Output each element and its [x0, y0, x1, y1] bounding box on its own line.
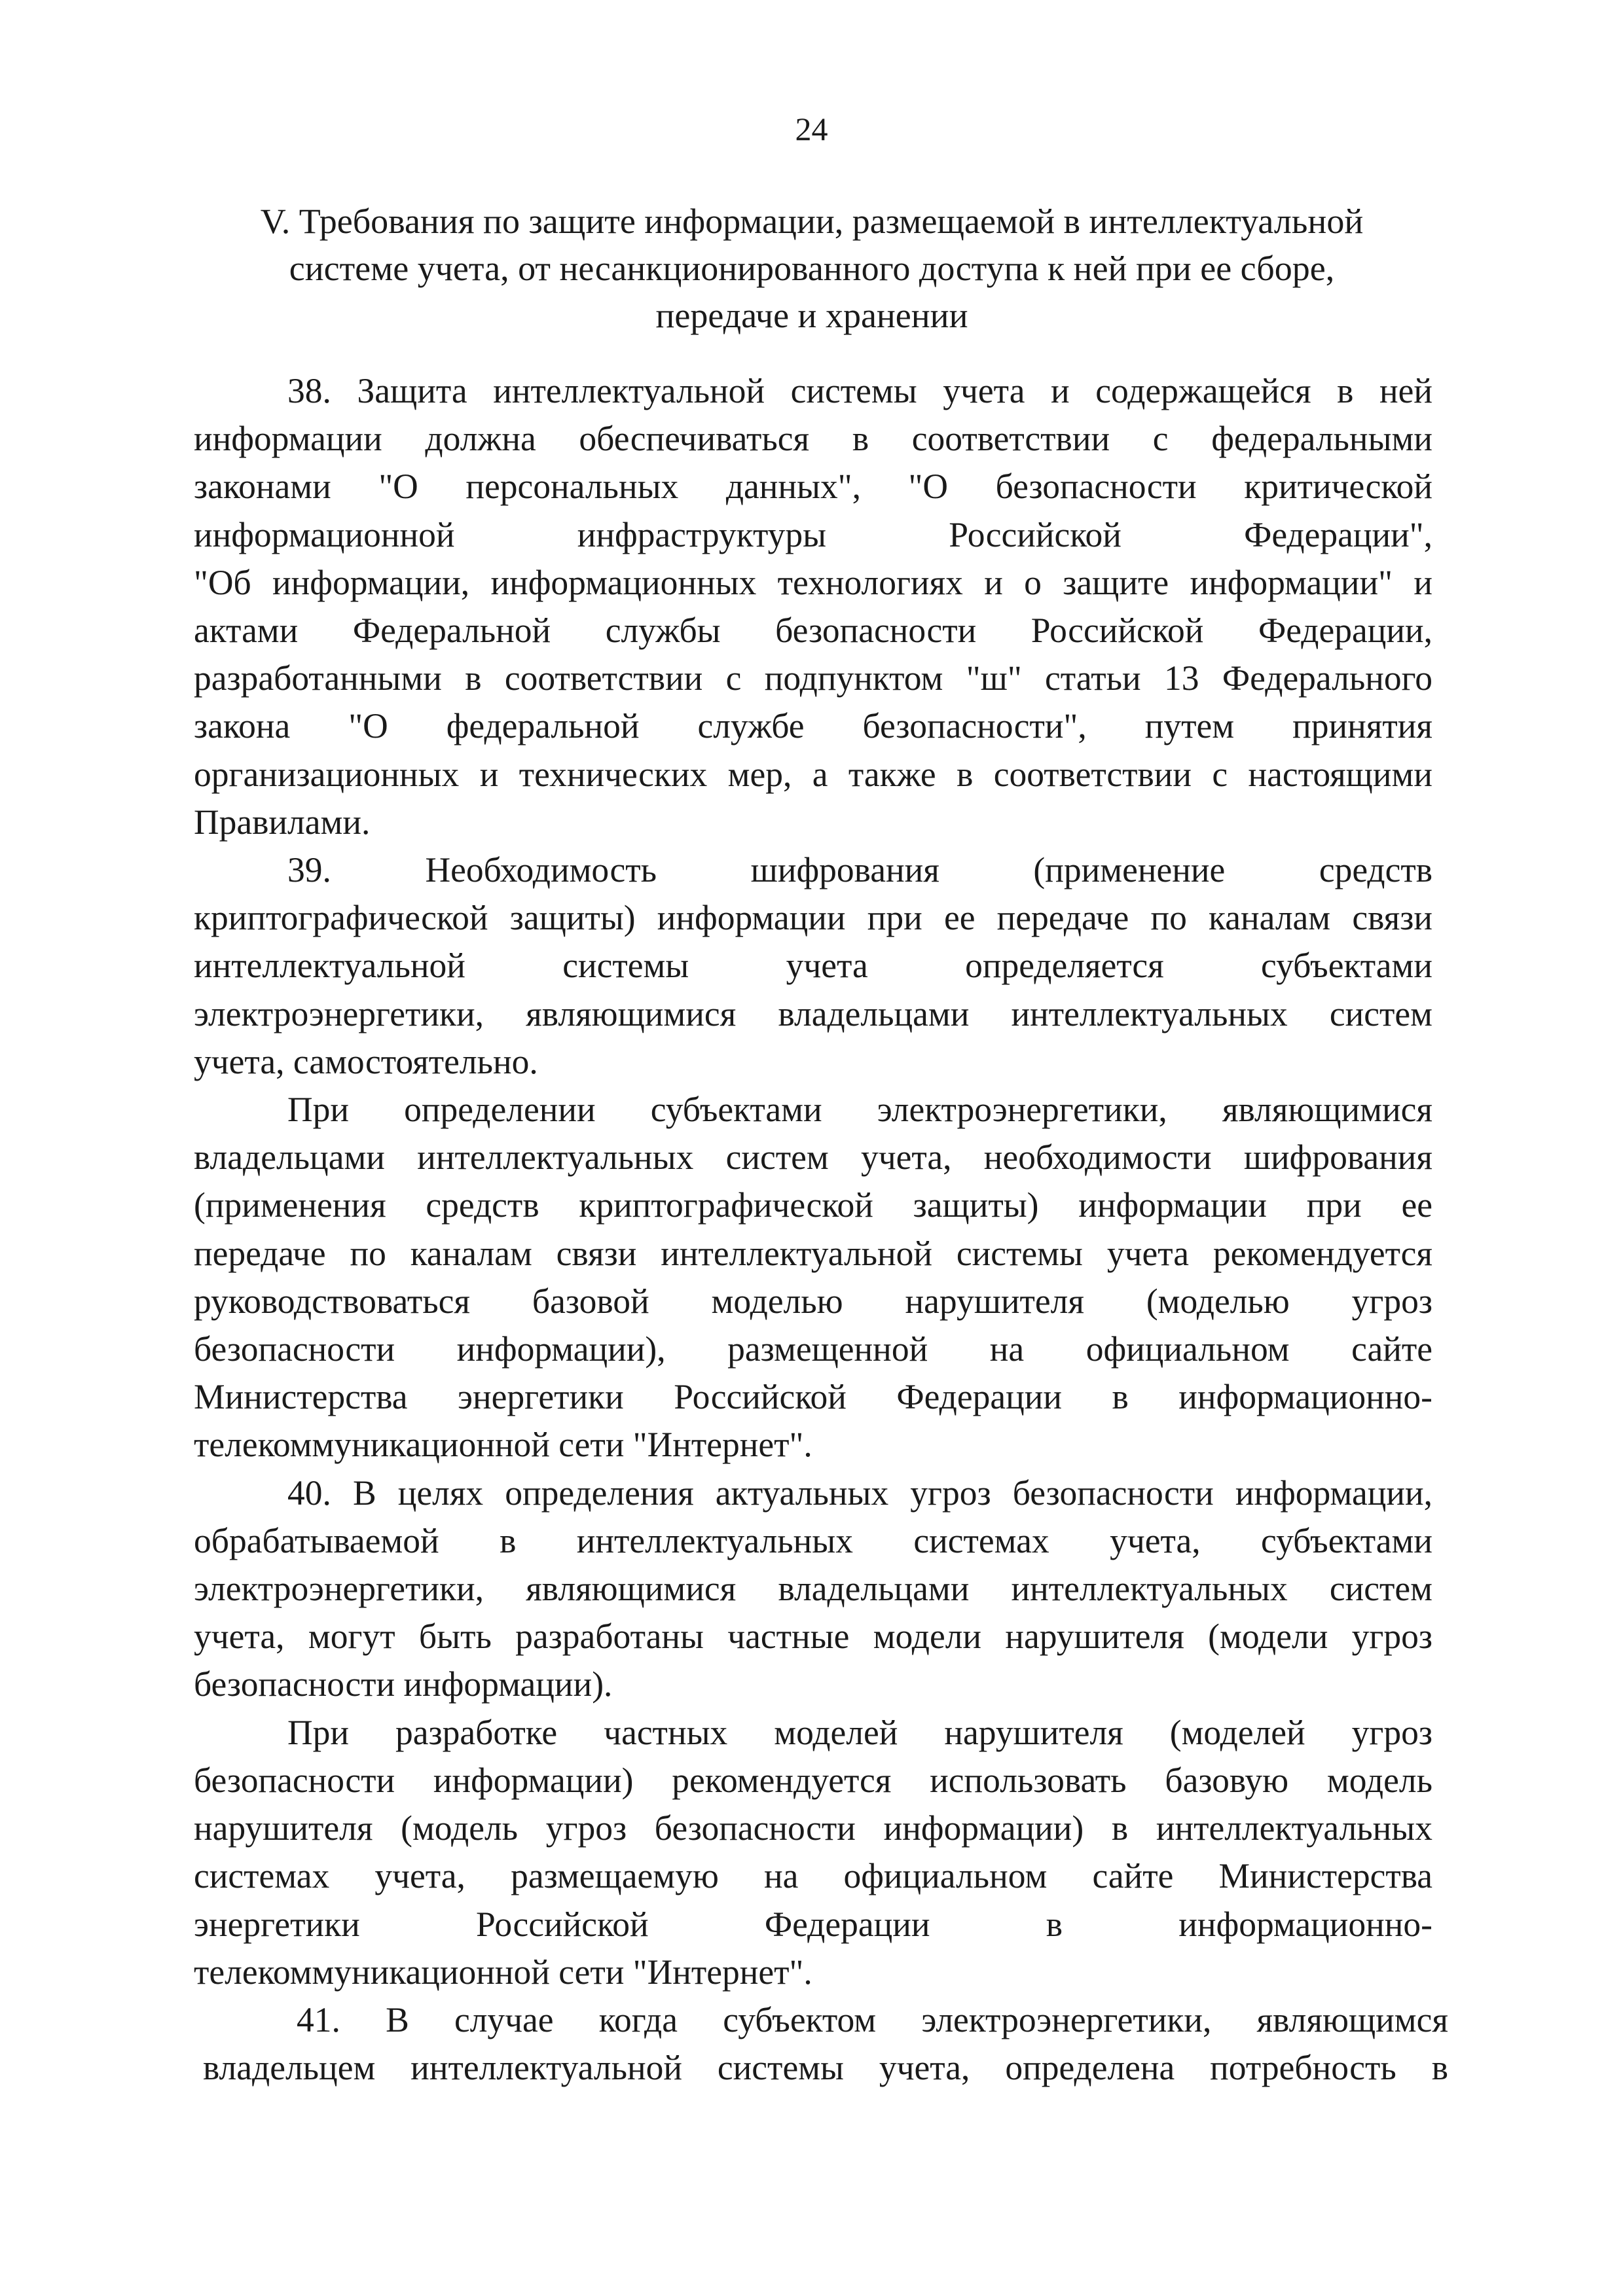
text-line: энергетики Российской Федерации в информационно-: [194, 1904, 1432, 1944]
text-line: информации должна обеспечиваться в соответствии с федеральными: [194, 419, 1432, 459]
text-line: передаче по каналам связи интеллектуальной системы учета рекомендуется: [194, 1233, 1432, 1273]
text-line: безопасности информации).: [194, 1664, 613, 1704]
text-line: телекоммуникационной сети "Интернет".: [194, 1425, 812, 1465]
text-line: безопасности информации) рекомендуется использовать базовую модель: [194, 1760, 1432, 1800]
paragraph-39: [194, 846, 1432, 1086]
text-line: владельцем интеллектуальной системы учета, определена потребность в: [203, 2048, 1448, 2088]
text-line: 40. В целях определения актуальных угроз безопасности информации,: [287, 1473, 1432, 1513]
text-line: 39. Необходимость шифрования (применение средств: [287, 850, 1432, 890]
text-line: актами Федеральной службы безопасности Российской Федерации,: [194, 611, 1432, 651]
text-line: При разработке частных моделей нарушителя (моделей угроз: [287, 1712, 1432, 1752]
heading-line: системе учета, от несанкционированного доступа к ней при ее сборе,: [289, 249, 1335, 288]
text-line: обрабатываемой в интеллектуальных системах учета, субъектами: [194, 1520, 1432, 1560]
text-line: учета, могут быть разработаны частные модели нарушителя (модели угроз: [194, 1617, 1432, 1657]
text-line: организационных и технических мер, а также в соответствии с настоящими: [194, 754, 1432, 794]
paragraph-40: [194, 1469, 1432, 1709]
text-line: телекоммуникационной сети "Интернет".: [194, 1952, 812, 1992]
text-line: 41. В случае когда субъектом электроэнергетики, являющимся: [297, 2000, 1448, 2039]
paragraph-39-continued: [194, 1086, 1432, 1469]
section-heading: [187, 198, 1437, 339]
text-line: владельцами интеллектуальных систем учета, необходимости шифрования: [194, 1138, 1432, 1177]
text-line: законами "О персональных данных", "О безопасности критической: [194, 467, 1432, 507]
text-line: криптографической защиты) информации при ее передаче по каналам связи: [194, 898, 1432, 938]
text-line: При определении субъектами электроэнергетики, являющимися: [287, 1090, 1432, 1130]
text-line: электроэнергетики, являющимися владельцами интеллектуальных систем: [194, 994, 1432, 1033]
document-body: [194, 367, 1448, 2092]
text-line: (применения средств криптографической защиты) информации при ее: [194, 1185, 1432, 1225]
page-number: 24: [795, 111, 828, 147]
text-line: системах учета, размещаемую на официальном сайте Министерства: [194, 1856, 1432, 1896]
text-line: руководствоваться базовой моделью нарушителя (моделью угроз: [194, 1281, 1432, 1321]
text-line: электроэнергетики, являющимися владельцами интеллектуальных систем: [194, 1569, 1432, 1609]
text-line: Министерства энергетики Российской Федерации в информационно-: [194, 1377, 1432, 1417]
text-line: безопасности информации), размещенной на официальном сайте: [194, 1329, 1432, 1369]
text-line: "Об информации, информационных технологиях и о защите информации" и: [194, 562, 1432, 602]
text-line: Правилами.: [194, 802, 371, 842]
text-line: нарушителя (модель угроз безопасности информации) в интеллектуальных: [194, 1808, 1432, 1848]
paragraph-40-continued: [194, 1709, 1432, 1996]
text-line: учета, самостоятельно.: [194, 1041, 538, 1081]
paragraph-41: [194, 1996, 1448, 2092]
text-line: 38. Защита интеллектуальной системы учета и содержащейся в ней: [287, 371, 1432, 410]
text-line: разработанными в соответствии с подпунктом "ш" статьи 13 Федерального: [194, 658, 1432, 698]
heading-line: передаче и хранении: [655, 296, 968, 335]
text-line: закона "О федеральной службе безопасности", путем принятия: [194, 706, 1432, 746]
text-line: интеллектуальной системы учета определяется субъектами: [194, 946, 1432, 986]
paragraph-38: [194, 367, 1432, 846]
text-line: информационной инфраструктуры Российской Федерации",: [194, 514, 1432, 554]
heading-line: V. Требования по защите информации, размещаемой в интеллектуальной: [260, 202, 1364, 241]
